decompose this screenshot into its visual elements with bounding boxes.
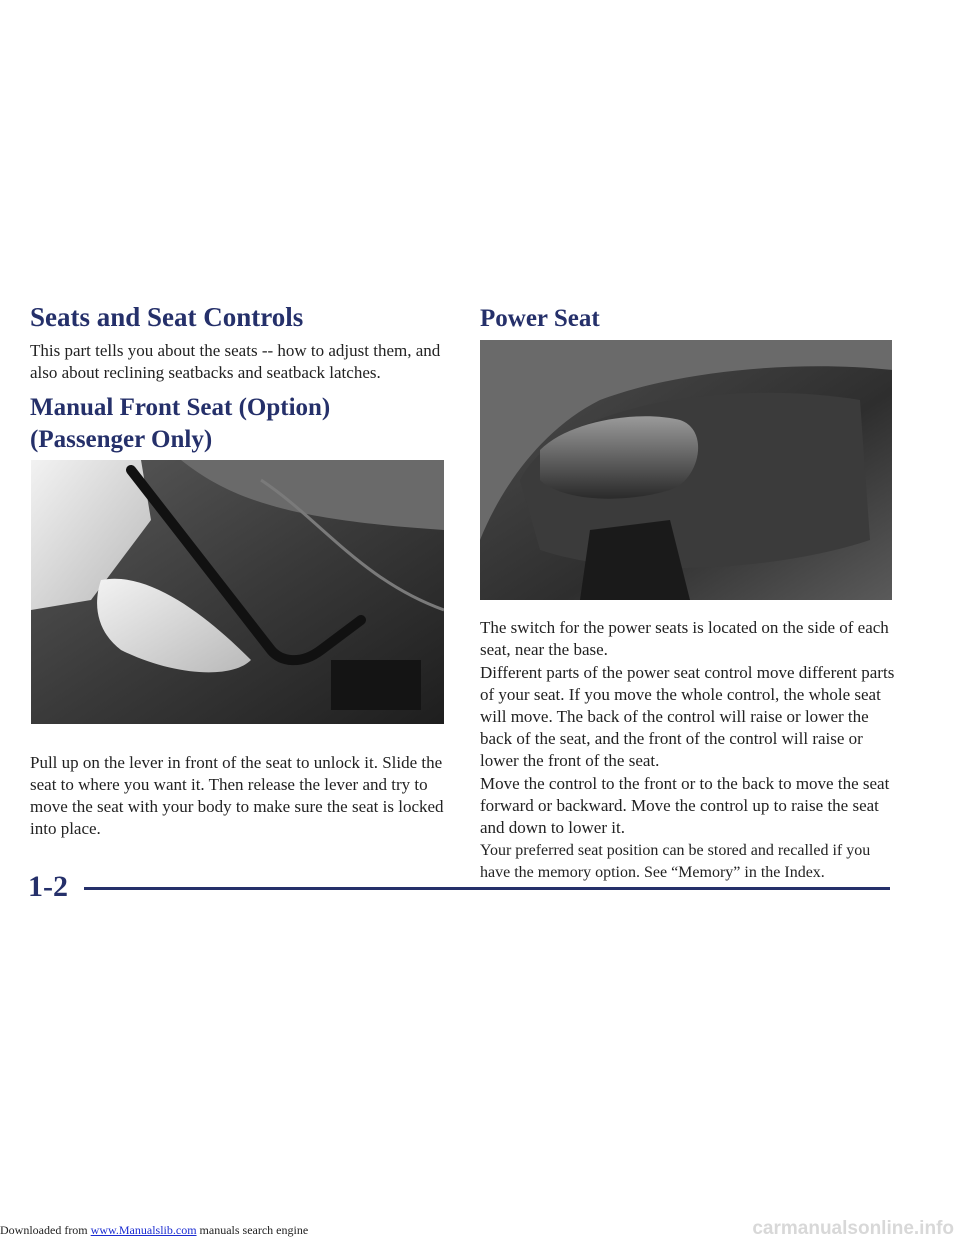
- power-seat-paragraph-1: The switch for the power seats is located on the side of each seat, near the base.: [480, 618, 889, 659]
- watermark: carmanualsonline.info: [752, 1218, 954, 1239]
- download-banner: [0, 1223, 308, 1238]
- banner-suffix: manuals search engine: [196, 1223, 309, 1237]
- banner-prefix: Downloaded from: [0, 1223, 91, 1237]
- footer-rule: [84, 887, 890, 890]
- manualslib-link[interactable]: www.Manualslib.com: [90, 1223, 197, 1237]
- page-number: 1-2: [28, 870, 68, 903]
- power-seat-photo: [480, 340, 892, 600]
- manual-seat-instructions: Pull up on the lever in front of the seat to unlock it. Slide the seat to where you want it. Then release the lever and try to move the seat with your body to make sure the seat is locked into place.: [30, 753, 444, 838]
- section-title: Seats and Seat Controls: [30, 302, 304, 332]
- manual-seat-lever-photo: [31, 460, 444, 724]
- power-seat-paragraph-3: Move the control to the front or to the back to move the seat forward or backward. Move the control up to raise the seat and down to lower it.: [480, 774, 890, 837]
- power-seat-paragraph-4: Your preferred seat position can be stored and recalled if you have the memory option. See “Memory” in the Index.: [480, 842, 871, 881]
- manual-seat-illustration: [31, 460, 444, 724]
- power-seat-illustration: [480, 340, 892, 600]
- subheading-line-1: Manual Front Seat (Option): [30, 394, 331, 421]
- power-seat-paragraph-2: Different parts of the power seat control move different parts of your seat. If you move the whole control, the whole seat will move. The back of the control will raise or lower the back of the seat, and the front of the control will raise or lower the front of the seat.: [480, 663, 895, 770]
- subheading-line-2: (Passenger Only): [30, 426, 213, 453]
- power-seat-title: Power Seat: [480, 305, 600, 332]
- intro-text: This part tells you about the seats -- how to adjust them, and also about reclining seatbacks and seatback latches.: [30, 341, 441, 382]
